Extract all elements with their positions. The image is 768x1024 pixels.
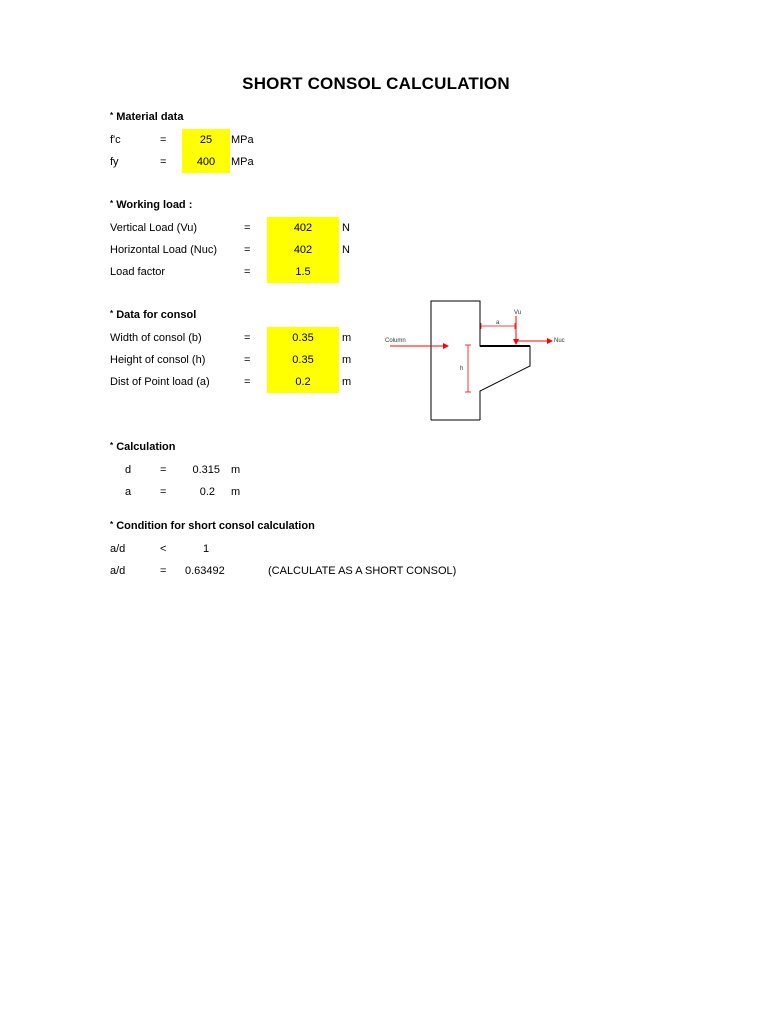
fc-equals: =: [160, 134, 167, 146]
ad-limit-value: 1: [203, 543, 210, 555]
h-label: h: [460, 366, 464, 372]
working-load-header-text: Working load :: [116, 199, 193, 211]
vertical-load-label: Vertical Load (Vu): [110, 222, 198, 234]
material-data-header-text: Material data: [116, 111, 184, 123]
page-title: SHORT CONSOL CALCULATION: [242, 74, 510, 93]
load-factor-equals: =: [244, 266, 251, 278]
ad-limit-label: a/d: [110, 543, 126, 555]
d-value: 0.315: [192, 464, 220, 476]
a-calc-label: a: [125, 486, 132, 498]
material-data-header: * Material data: [110, 111, 184, 123]
fy-equals: =: [160, 156, 167, 168]
horizontal-load-value-cell[interactable]: 402: [267, 239, 339, 261]
working-load-header: * Working load :: [110, 199, 193, 211]
point-load-dist-value-cell[interactable]: 0.2: [267, 371, 339, 393]
point-load-dist-unit: m: [342, 376, 352, 388]
consol-width-unit: m: [342, 332, 352, 344]
consol-height-unit: m: [342, 354, 352, 366]
a-label: a: [496, 320, 500, 326]
horizontal-load-equals: =: [244, 244, 251, 256]
d-unit: m: [231, 464, 241, 476]
calculation-header-text: Calculation: [116, 441, 176, 453]
consol-diagram: [380, 298, 580, 422]
ad-ratio-note: (CALCULATE AS A SHORT CONSOL): [268, 565, 457, 577]
fc-label: f'c: [110, 134, 121, 146]
ad-ratio-equals: =: [160, 565, 167, 577]
consol-height-equals: =: [244, 354, 251, 366]
calculation-header: * Calculation: [110, 441, 176, 453]
consol-height-value-cell[interactable]: 0.35: [267, 349, 339, 371]
ad-ratio-value: 0.63492: [185, 565, 225, 577]
condition-header-text: Condition for short consol calculation: [116, 520, 315, 532]
vertical-load-equals: =: [244, 222, 251, 234]
column-consol-outline: [431, 301, 530, 420]
ad-limit-operator: <: [160, 543, 167, 555]
consol-width-equals: =: [244, 332, 251, 344]
d-equals: =: [160, 464, 167, 476]
fy-value-cell[interactable]: 400: [182, 151, 230, 173]
vertical-load-unit: N: [342, 222, 350, 234]
consol-height-label: Height of consol (h): [110, 354, 206, 366]
column-label: Column: [385, 338, 406, 344]
a-calc-unit: m: [231, 486, 241, 498]
horizontal-load-unit: N: [342, 244, 350, 256]
vu-label: Vu: [514, 310, 522, 316]
load-factor-label: Load factor: [110, 266, 166, 278]
a-calc-equals: =: [160, 486, 167, 498]
fc-value-cell[interactable]: 25: [182, 129, 230, 151]
consol-data-header: * Data for consol: [110, 309, 197, 321]
load-factor-value-cell[interactable]: 1.5: [267, 261, 339, 283]
point-load-dist-label: Dist of Point load (a): [110, 376, 210, 388]
ad-ratio-label: a/d: [110, 565, 126, 577]
fc-unit: MPa: [231, 134, 254, 146]
consol-width-value-cell[interactable]: 0.35: [267, 327, 339, 349]
d-label: d: [125, 464, 132, 476]
nuc-label: Nuc: [554, 338, 565, 344]
horizontal-load-label: Horizontal Load (Nuc): [110, 244, 217, 256]
fy-label: fy: [110, 156, 119, 168]
fy-unit: MPa: [231, 156, 254, 168]
vertical-load-value-cell[interactable]: 402: [267, 217, 339, 239]
point-load-dist-equals: =: [244, 376, 251, 388]
consol-width-label: Width of consol (b): [110, 332, 202, 344]
a-calc-value: 0.2: [199, 486, 215, 498]
consol-data-header-text: Data for consol: [116, 309, 197, 321]
condition-header: * Condition for short consol calculation: [110, 520, 315, 532]
